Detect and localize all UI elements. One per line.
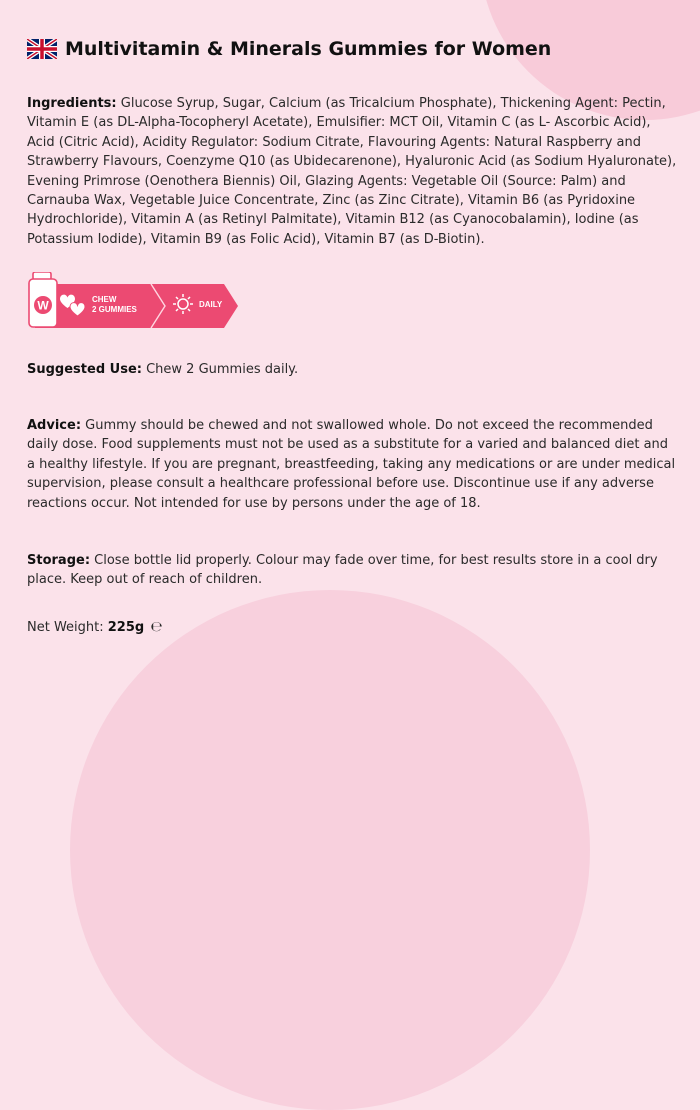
step-chew-line2: 2 GUMMIES [92,305,137,314]
net-weight [27,619,162,635]
uk-flag-icon [27,39,57,59]
suggested-use-label: Suggested Use: [27,362,142,377]
storage-text: Close bottle lid properly. Colour may fade over time, for best results store in a cool dry place. Keep out of reach of children. [27,553,658,588]
storage-section [27,551,677,590]
usage-banner [27,272,239,328]
net-weight-value: 225g [107,620,145,635]
estimated-sign-icon: ℮ [150,619,163,635]
page-title: Multivitamin & Minerals Gummies for Women [65,38,552,60]
advice-text: Gummy should be chewed and not swallowed whole. Do not exceed the recommended daily dose. Food supplements must not be used as a substitute for a varied and balanced diet and a healthy lifestyle. If you are pregnant, breastfeeding, taking any medications or are under medical supervision, please consult a healthcare professional before use. Discontinue use if any adverse reactions occur. Not intended for use by persons under the age of 18. [27,418,676,511]
step-chew-line1: CHEW [92,295,117,304]
suggested-use-text: Chew 2 Gummies daily. [141,362,299,377]
advice-label: Advice: [27,418,82,433]
step-daily: DAILY [199,300,223,309]
header [27,38,551,60]
ingredients-label: Ingredients: [27,96,117,111]
storage-label: Storage: [27,553,91,568]
advice-section [27,416,677,513]
ingredients-section [27,94,677,249]
brand-mark: W [37,298,49,313]
suggested-use-section [27,360,677,379]
bottle-icon [29,272,57,327]
ingredients-text: Glucose Syrup, Sugar, Calcium (as Tricalcium Phosphate), Thickening Agent: Pectin, Vitamin E (as DL-Alpha-Tocopheryl Acetate), Emulsifier: MCT Oil, Vitamin C (as L- Ascorbic Acid), Acid (Citric Acid), Acidity Regulator: Sodium Citrate, Flavouring Agents: Natural Raspberry and Strawberry Flavours, Coenzyme Q10 (as Ubidecarenone), Hyaluronic Acid (as Sodium Hyaluronate), Evening Primrose (Oenothera Biennis) Oil, Glazing Agents: Vegetable Oil (Source: Palm) and Carnauba Wax, Vegetable Juice Concentrate, Zinc (as Zinc Citrate), Vitamin B6 (as Pyridoxine Hydrochloride), Vitamin A (as Retinyl Palmitate), Vitamin B12 (as Cyanocobalamin), Iodine (as Potassium Iodide), Vitamin B9 (as Folic Acid), Vitamin B7 (as D-Biotin). [27,96,677,247]
net-weight-label: Net Weight: [27,620,108,635]
decorative-circle-bottom [70,590,590,1110]
